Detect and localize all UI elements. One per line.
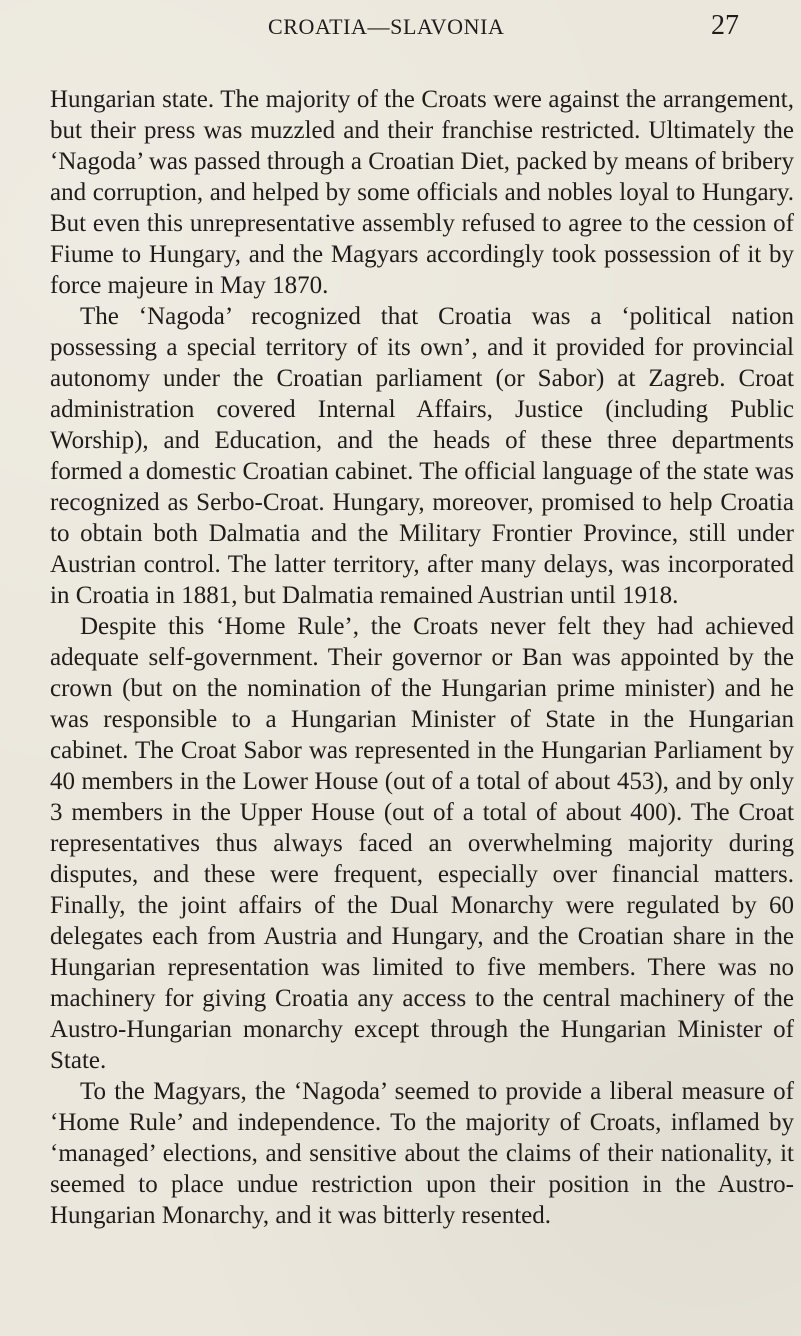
paragraph-2: The ‘Nagoda’ recognized that Croatia was a ‘political nation possessing a special territory of its own’, and it provided for provincial autonomy under the Croatian parliament (or Sabor) at Zagreb. Croat administration covered Internal Affairs, Justice (including Public Worship), and Education, and the heads of these three departments formed a domestic Croatian cabinet. The official language of the state was recognized as Serbo-Croat. Hungary, moreover, promised to help Croatia to obtain both Dalmatia and the Military Frontier Province, still under Austrian control. The latter territory, after many delays, was incorporated in Croatia in 1881, but Dalmatia remained Austrian until 1918.: [50, 303, 794, 609]
page-number: 27: [711, 10, 739, 41]
running-head: CROATIA—SLAVONIA: [268, 14, 505, 39]
paragraph-1: Hungarian state. The majority of the Croats were against the arrangement, but their press was muzzled and their franchise restricted. Ultimately the ‘Nagoda’ was passed through a Croatian Diet, packed by means of bribery and corruption, and helped by some officials and nobles loyal to Hungary. But even this unrepresentative assembly refused to agree to the cession of Fiume to Hungary, and the Magyars accordingly took possession of it by force majeure in May 1870.: [50, 86, 794, 299]
page-header: [0, 6, 801, 42]
body-text: [50, 84, 794, 1231]
paragraph-4: To the Magyars, the ‘Nagoda’ seemed to provide a liberal measure of ‘Home Rule’ and independence. To the majority of Croats, inflamed by ‘managed’ elections, and sensitive about the claims of their nationality, it seemed to place undue restriction upon their position in the Austro-Hungarian Monarchy, and it was bitterly resented.: [50, 1078, 794, 1229]
paragraph-3: Despite this ‘Home Rule’, the Croats never felt they had achieved adequate self-government. Their governor or Ban was appointed by the crown (but on the nomination of the Hungarian prime minister) and he was responsible to a Hungarian Minister of State in the Hungarian cabinet. The Croat Sabor was represented in the Hungarian Parliament by 40 members in the Lower House (out of a total of about 453), and by only 3 members in the Upper House (out of a total of about 400). The Croat representatives thus always faced an overwhelming majority during disputes, and these were frequent, especially over financial matters. Finally, the joint affairs of the Dual Monarchy were regulated by 60 delegates each from Austria and Hungary, and the Croatian share in the Hungarian representation was limited to five members. There was no machinery for giving Croatia any access to the central machinery of the Austro-Hungarian monarchy except through the Hungarian Minister of State.: [50, 613, 794, 1074]
